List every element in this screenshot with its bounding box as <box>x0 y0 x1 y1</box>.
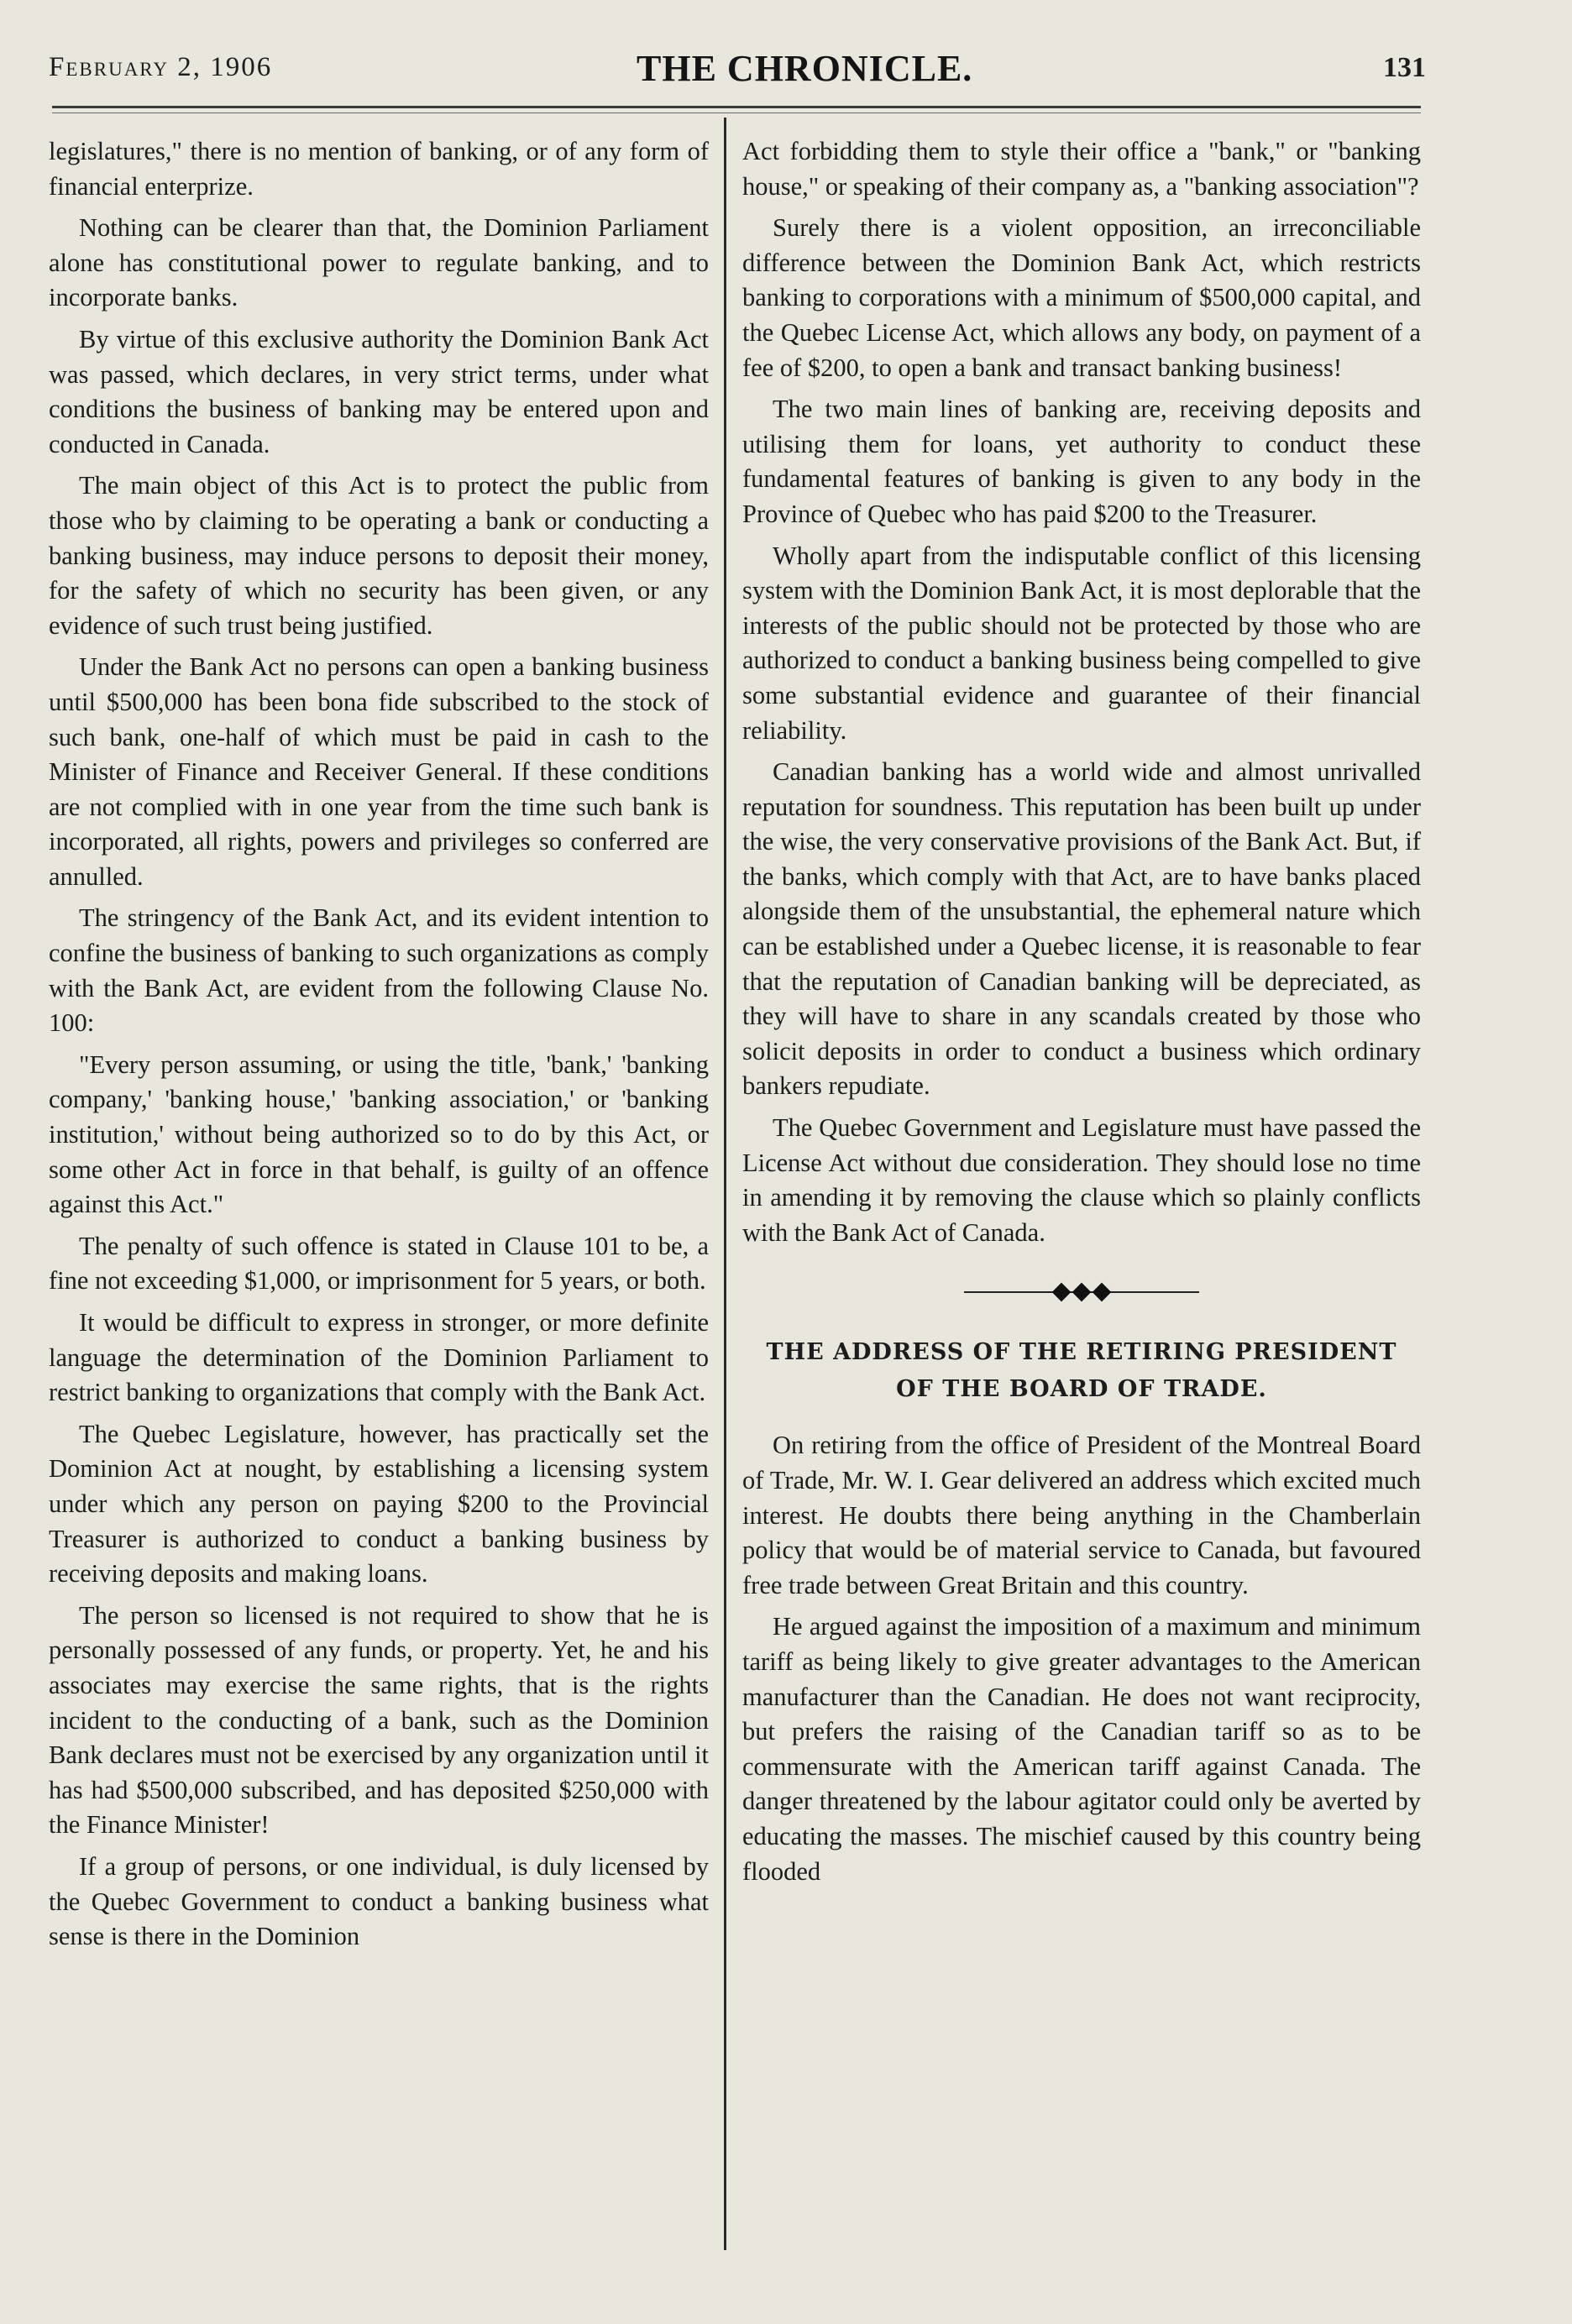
paragraph: Under the Bank Act no persons can open a banking business until $500,000 has been bona fide subscribed to the stock of such bank, one-half of which must be paid in cash to the Minister of Finance and Receiver General. If these conditions are not complied with in one year from the time such bank is incorporated, all rights, powers and privileges so conferred are annulled. <box>49 652 709 891</box>
paragraph: Canadian banking has a world wide and almost unrivalled reputation for soundness. This reputation has been built up under the wise, the very conservative provisions of the Bank Act. But, if the banks, which comply with that Act, are to have banks placed alongside them of the unsubstantial, the ephemeral nature which can be established under a Quebec license, it is reasonable to fear that the reputation of Canadian banking will be depreciated, as they will have to share in any scandals created by those who solicit deposits in order to conduct a business which ordinary bankers repudiate. <box>742 757 1421 1101</box>
section-heading-line: THE ADDRESS OF THE RETIRING PRESIDENT <box>766 1339 1397 1366</box>
page-header <box>49 48 1426 101</box>
paragraph: He argued against the imposition of a maximum and minimum tariff as being likely to give greater advantages to the American manufacturer than the Canadian. He does not want reciprocity, but prefers the raising of the Canadian tariff so as to be commensurate with the American tariff against Canada. The danger threatened by the labour agitator could only be averted by educating the masses. The mischief caused by this country being flooded <box>742 1612 1421 1886</box>
paragraph: By virtue of this exclusive authority the Dominion Bank Act was passed, which declares, in very strict terms, under what conditions the business of banking may be entered upon and conducted in Canada. <box>49 324 709 458</box>
paragraph: The Quebec Legislature, however, has practically set the Dominion Act at nought, by establishing a licensing system under which any person on paying $200 to the Provincial Treasurer is authorized to conduct a banking business by receiving deposits and making loans. <box>49 1419 709 1589</box>
paragraph: The main object of this Act is to protect the public from those who by claiming to be operating a bank or conducting a banking business, may induce persons to deposit their money, for the safety of which no security has been given, or any evidence of such trust being justified. <box>49 471 709 640</box>
paragraph: Surely there is a violent opposition, an irreconciliable difference between the Dominion Bank Act, which restricts banking to corporations with a minimum of $500,000 capital, and the Quebec License Act, which allows any body, on payment of a fee of $200, to open a bank and transact banking business! <box>742 213 1421 382</box>
paragraph: legislatures," there is no mention of banking, or of any form of financial enterprize. <box>49 137 709 201</box>
column-divider <box>724 118 726 2250</box>
paragraph: The two main lines of banking are, receiving deposits and utilising them for loans, yet authority to conduct these fundamental features of banking is given to any body in the Province of Quebec who has paid $200 to the Treasurer. <box>742 395 1421 528</box>
section-heading <box>742 1334 1421 1408</box>
paragraph: On retiring from the office of President of the Montreal Board of Trade, Mr. W. I. Gear delivered an address which excited much interest. He doubts there being anything in the Chamberlain policy that would be of material service to Canada, but favoured free trade between Great Britain and this country. <box>742 1431 1421 1599</box>
section-separator-ornament <box>964 1284 1199 1301</box>
issue-date: February 2, 1906 <box>49 52 273 82</box>
section-heading-line: OF THE BOARD OF TRADE. <box>896 1376 1267 1403</box>
publication-title: THE CHRONICLE. <box>637 48 973 89</box>
paragraph: Act forbidding them to style their office a "bank," or "banking house," or speaking of their company as, a "banking association"? <box>742 137 1421 201</box>
paragraph: The Quebec Government and Legislature must have passed the License Act without due consideration. They should lose no time in amending it by removing the clause which so plainly conflicts with the Bank Act of Canada. <box>742 1113 1421 1247</box>
quoted-clause: "Every person assuming, or using the title, 'bank,' 'banking company,' 'banking house,' 'banking association,' or 'banking institution,' without being authorized so to do by this Act, or some other Act in force in that behalf, is guilty of an offence against this Act." <box>49 1049 709 1219</box>
header-rule <box>52 106 1421 108</box>
paragraph: The person so licensed is not required to show that he is personally possessed of any funds, or property. Yet, he and his associates may exercise the same rights, that is the rights incident to the conducting of a bank, such as the Dominion Bank declares must not be exercised by any organization until it has had $500,000 subscribed, and has deposited $250,000 with the Finance Minister! <box>49 1600 709 1840</box>
paragraph: It would be difficult to express in stronger, or more definite language the determination of the Dominion Parliament to restrict banking to organizations that comply with the Bank Act. <box>49 1308 709 1407</box>
paragraph: Wholly apart from the indisputable conflict of this licensing system with the Dominion Bank Act, it is most deplorable that the interests of the public should not be protected by those who are authorized to conduct a banking business being compelled to give some substantial evidence and guarantee of their financial reliability. <box>742 541 1421 745</box>
right-column <box>742 134 1421 1896</box>
paragraph: The stringency of the Bank Act, and its evident intention to confine the business of banking to such organizations as comply with the Bank Act, are evident from the following Clause No. 100: <box>49 903 709 1038</box>
paragraph: If a group of persons, or one individual, is duly licensed by the Quebec Government to conduct a banking business what sense is there in the Dominion <box>49 1851 709 1951</box>
paragraph: Nothing can be clearer than that, the Dominion Parliament alone has constitutional power to regulate banking, and to incorporate banks. <box>49 213 709 312</box>
left-column <box>49 134 709 1961</box>
paragraph: The penalty of such offence is stated in Clause 101 to be, a fine not exceeding $1,000, or imprisonment for 5 years, or both. <box>49 1231 709 1295</box>
page-number: 131 <box>1383 52 1426 83</box>
